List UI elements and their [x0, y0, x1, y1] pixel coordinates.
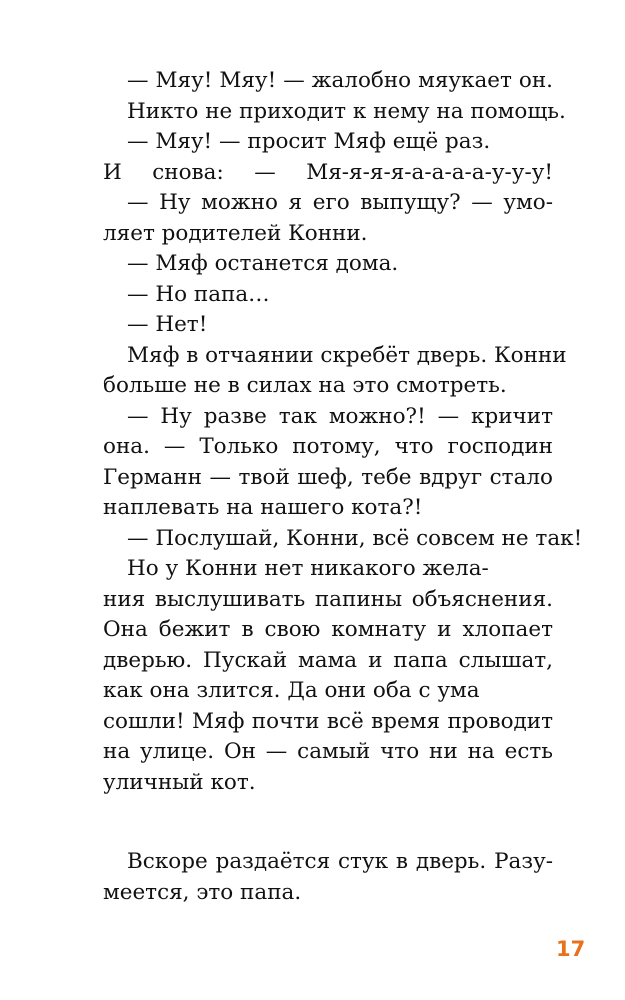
text-line: ляет родителей Конни. [103, 220, 368, 246]
text-line: дверью. Пускай мама и папа слышат, [103, 647, 553, 673]
text-line: сошли! Мяф почти всё время проводит [103, 708, 553, 734]
text-line: она. — Только потому, что господин [103, 434, 553, 459]
text-line: как она злится. Да они оба с ума [103, 678, 480, 703]
text-line: — Но папа… [127, 281, 270, 307]
text-line: — Нет! [127, 312, 208, 337]
text-line: Германн — твой шеф, тебе вдруг стало [103, 464, 553, 490]
text-line: — Ну разве так можно?! — кричит [127, 403, 553, 429]
text-line: меется, это папа. [103, 879, 302, 905]
text-line: наплевать на нашего кота?! [103, 495, 423, 520]
text-line: Никто не приходит к нему на помощь. [127, 98, 566, 124]
text-line: Мяф в отчаянии скребёт дверь. Конни [127, 342, 567, 368]
text-line: — Мяу! Мяу! — жалобно мяукает он. [127, 68, 553, 93]
text-line: — Мяф останется дома. [127, 251, 399, 276]
text-line: — Мяу! — просит Мяф ещё раз. [127, 129, 491, 154]
text-line: Но у Конни нет никакого жела- [127, 556, 489, 581]
text-line: ния выслушивать папины объяснения. [103, 586, 553, 612]
text-line: Она бежит в свою комнату и хлопает [103, 617, 553, 642]
body-text [103, 66, 583, 908]
text-line: — Ну можно я его выпущу? — умо- [127, 190, 553, 215]
page-number: 17 [556, 937, 586, 961]
text-line: И снова: — Мя-я-я-я-а-а-а-а-у-у-у! [103, 159, 553, 185]
text-line: на улице. Он — самый что ни на есть [103, 739, 553, 764]
text-line: — Послушай, Конни, всё совсем не так! [127, 525, 583, 551]
text-line: уличный кот. [103, 769, 256, 795]
text-line: Вскоре раздаётся стук в дверь. Разу- [127, 849, 553, 874]
text-line: больше не в силах на это смотреть. [103, 373, 507, 398]
